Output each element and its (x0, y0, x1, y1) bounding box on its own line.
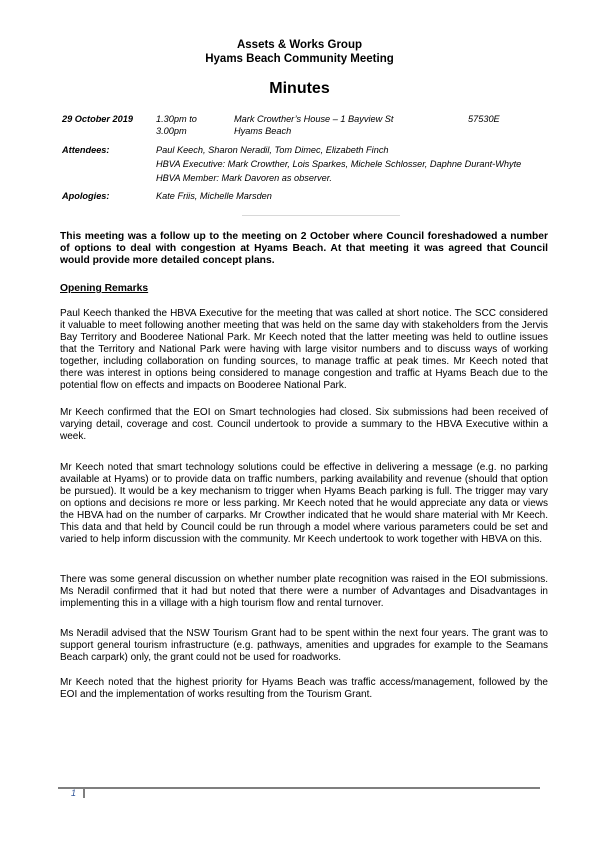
body-paragraph: Mr Keech confirmed that the EOI on Smart technologies had closed. Six submissions had been received of varying detail, coverage and cost. Council undertook to provide a summary to the HBVA Executive within a week. (60, 407, 548, 442)
meeting-time-start: 1.30pm to (156, 114, 197, 124)
organisation-heading: Assets & Works Group (236, 39, 363, 51)
body-paragraph: There was some general discussion on whether number plate recognition was raised in the EOI submissions. Ms Neradil confirmed that it had but noted that there were a number of Advantages and Disadvantages in implementing this in a village with a high tourism flow and rental turnover. (60, 574, 548, 609)
body-paragraph: Ms Neradil advised that the NSW Tourism Grant had to be spent within the next four years. The grant was to support general tourism infrastructure (e.g. pathways, amenities and upgrades for example to the Seamans Beach carpark) only, the grant could not be used for roadworks. (60, 628, 548, 663)
section-heading: Opening Remarks (60, 283, 149, 294)
apologies-names: Kate Friis, Michelle Marsden (156, 191, 272, 201)
meeting-location-line1: Mark Crowther’s House – 1 Bayview St (234, 114, 394, 124)
apologies-label: Apologies: (62, 191, 110, 201)
page-number: 1 (71, 788, 77, 798)
attendees-line: HBVA Executive: Mark Crowther, Lois Sparkes, Michele Schlosser, Daphne Durant-Whyte (156, 159, 522, 169)
body-paragraph: Paul Keech thanked the HBVA Executive for the meeting that was called at short notice. The SCC considered it valuable to meet following another meeting that was held on the same day with stakeholders from the Jervis Bay Territory and Booderee National Park. Mr Keech noted that the latter meeting was held to outline issues that the Territory and National Park were having with large visitor numbers and to discuss ways of working together, including collaboration on funding sources, to manage traffic at peak times. Mr Keech noted that there was interest in options being considered to manage congestion and traffic at Hyams Beach due to the potential flow on effects and impacts on Booderee National Park. (60, 308, 548, 391)
meeting-location-line2: Hyams Beach (234, 126, 292, 136)
intro-paragraph: This meeting was a follow up to the meeting on 2 October where Council foreshadowed a number of options to deal with congestion at Hyams Beach. At that meeting it was agreed that Council would provide more detailed concept plans. (60, 231, 548, 266)
body-paragraph: Mr Keech noted that smart technology solutions could be effective in delivering a message (e.g. no parking available at Hyams) or to provide data on traffic numbers, parking availability and revenue (should that option be pursued). It would be a key mechanism to trigger when Hyams Beach parking is full. The trigger may vary on options and decisions re more or less parking. Mr Keech noted that he would appreciate any data or views the HBVA had on the number of carparks. Mr Crowther indicated that he would share material with Mr Keech. This data and that held by Council could be run through a model where various parameters could be set and varied to help inform discussion with the community. Mr Keech undertook to work together with HBVA on this. (60, 462, 548, 545)
footer-divider (58, 787, 540, 789)
attendees-label: Attendees: (62, 145, 110, 155)
attendees-line: Paul Keech, Sharon Neradil, Tom Dimec, Elizabeth Finch (156, 145, 389, 155)
footer-marker (83, 788, 85, 798)
meeting-heading: Hyams Beach Community Meeting (205, 53, 394, 65)
attendees-line: HBVA Member: Mark Davoren as observer. (156, 173, 332, 183)
meeting-date: 29 October 2019 (62, 114, 133, 124)
page-title: Minutes (269, 80, 330, 97)
body-paragraph: Mr Keech noted that the highest priority for Hyams Beach was traffic access/management, followed by the EOI and the implementation of works resulting from the Tourism Grant. (60, 677, 548, 700)
meeting-reference: 57530E (468, 114, 500, 124)
meeting-time-end: 3.00pm (156, 126, 187, 136)
divider (242, 215, 400, 216)
